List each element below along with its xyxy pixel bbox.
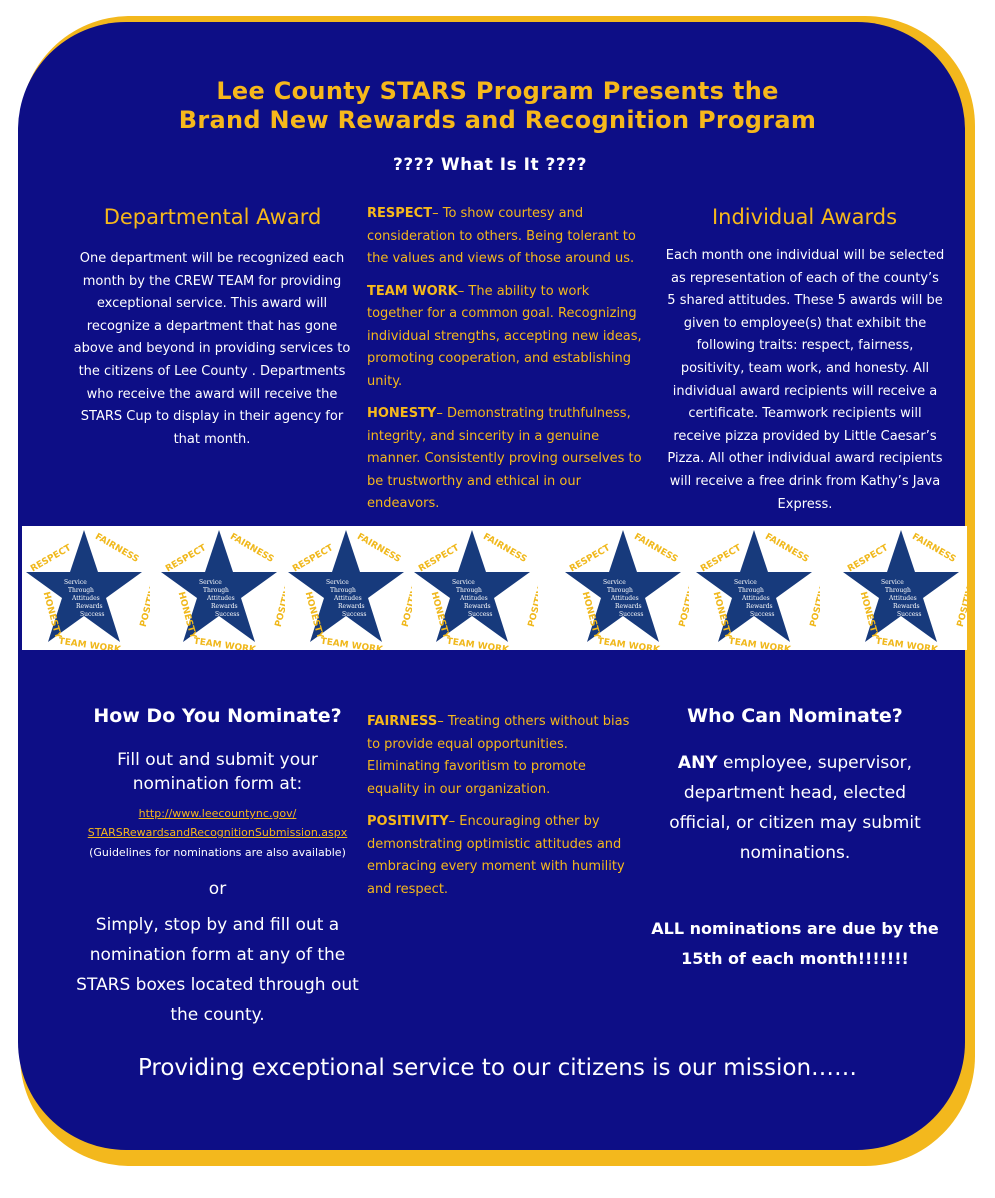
subtitle: ???? What Is It ???? xyxy=(393,155,587,175)
stars-logo-5 xyxy=(561,526,689,650)
value-teamwork: TEAM WORK– The ability to work together for a common goal. Recognizing individual strengths, accepting new ideas, promoting cooperation, and establishing unity. xyxy=(367,283,642,389)
title-line-1: Lee County STARS Program Presents the xyxy=(216,77,779,105)
nominate-alternative: Simply, stop by and fill out a nomination form at any of the STARS boxes located through out the county. xyxy=(76,915,359,1025)
who-heading: Who Can Nominate? xyxy=(687,705,903,727)
values-top xyxy=(367,203,642,526)
deadline-note: ALL nominations are due by the 15th of each month!!!!!!! xyxy=(651,919,939,968)
who-body: ANY employee, supervisor, department head, elected official, or citizen may submit nominations. xyxy=(669,753,921,863)
page-title xyxy=(0,77,995,135)
value-respect: RESPECT– To show courtesy and consideration to others. Being tolerant to the values and views of those around us. xyxy=(367,206,636,266)
star-band xyxy=(22,526,967,650)
stars-logo-6 xyxy=(692,526,820,650)
stars-logo-7 xyxy=(839,526,967,650)
mission-statement: Providing exceptional service to our citizens is our mission…… xyxy=(137,1055,858,1081)
stars-logo-3 xyxy=(284,526,412,650)
departmental-body: One department will be recognized each month by the CREW TEAM for providing exceptional service. This award will recognize a department that has gone above and beyond in providing services to the citizens of Lee County . Departments who receive the award will receive the STARS Cup to display in their agency for that month. xyxy=(73,251,351,447)
nominate-intro: Fill out and submit your nomination form at: xyxy=(117,750,318,794)
value-fairness: FAIRNESS– Treating others without bias to provide equal opportunities. Eliminating favoritism to promote equality in our organization. xyxy=(367,714,630,797)
or-separator: or xyxy=(208,879,227,899)
individual-heading: Individual Awards xyxy=(711,205,898,229)
stars-logo-2 xyxy=(157,526,285,650)
individual-body: Each month one individual will be selected as representation of each of the county’s 5 shared attitudes. These 5 awards will be given to employee(s) that exhibit the following traits: respect, fairness, positivity, team work, and honesty. All individual award recipients will receive a certificate. Teamwork recipients will receive pizza provided by Little Caesar’s Pizza. All other individual award recipients will receive a free drink from Kathy’s Java Express. xyxy=(665,248,945,512)
nominate-heading: How Do You Nominate? xyxy=(93,705,342,727)
nomination-link[interactable]: http://www.leecountync.gov/ STARSRewardsandRecognitionSubmission.aspx xyxy=(87,807,348,839)
departmental-heading: Departmental Award xyxy=(103,205,322,229)
title-line-2: Brand New Rewards and Recognition Program xyxy=(178,106,817,134)
value-honesty: HONESTY– Demonstrating truthfulness, integrity, and sincerity in a genuine manner. Consistently proving ourselves to be trustworthy and ethical in our endeavors. xyxy=(367,406,642,511)
guidelines-note: (Guidelines for nominations are also available) xyxy=(89,846,346,859)
stars-logo-4 xyxy=(410,526,538,650)
stars-logo-1 xyxy=(22,526,150,650)
value-positivity: POSITIVITY– Encouraging other by demonstrating optimistic attitudes and embracing every moment with humility and respect. xyxy=(367,814,625,897)
values-bottom xyxy=(367,711,642,911)
